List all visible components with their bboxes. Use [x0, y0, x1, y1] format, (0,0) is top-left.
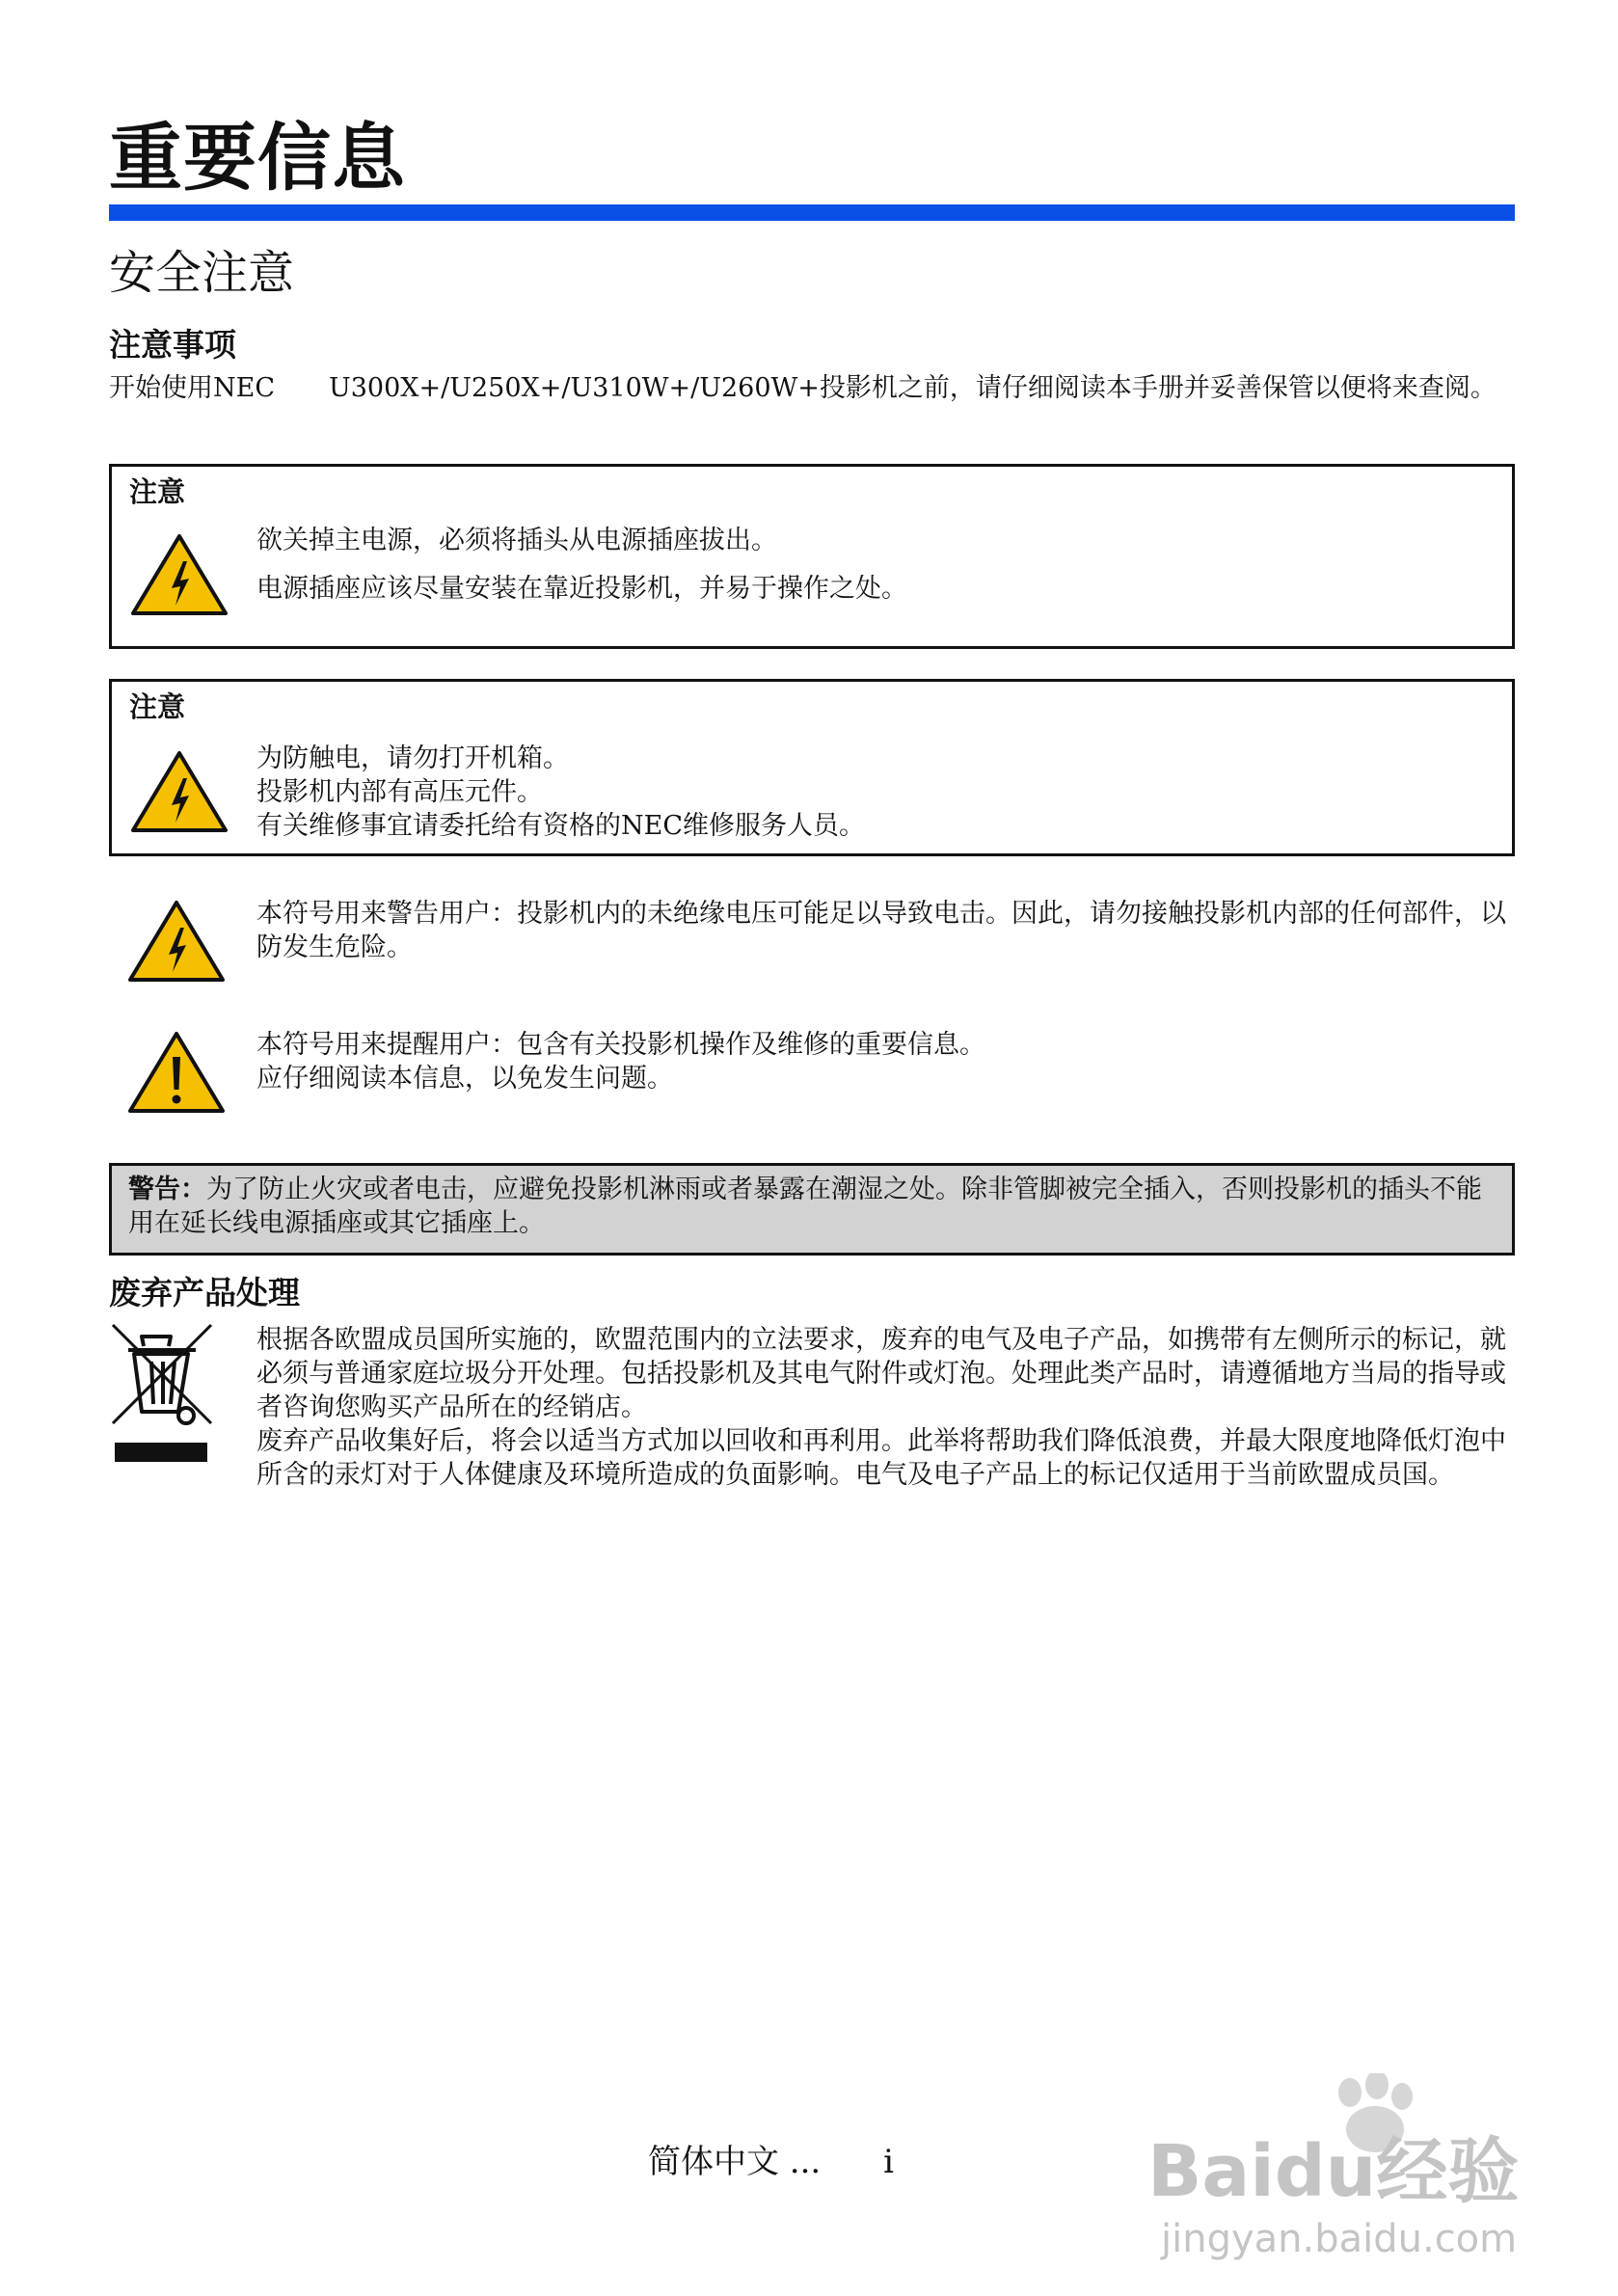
intro-paragraph [109, 371, 1515, 405]
watermark-logo: Baidu经验 [1147, 2130, 1520, 2213]
crossed-out-bin-icon [111, 1323, 215, 1468]
watermark-url: jingyan.baidu.com [1161, 2217, 1518, 2261]
section-heading-safety: 安全注意 [109, 246, 295, 300]
symbol-info-line-1: 本符号用来提醒用户：包含有关投影机操作及维修的重要信息。 [256, 1030, 985, 1060]
high-voltage-icon [129, 532, 229, 617]
caution-1-line-2: 电源插座应该尽量安装在靠近投影机，并易于操作之处。 [256, 574, 907, 604]
footer-page-number: i [883, 2143, 894, 2181]
symbol-voltage-text: 本符号用来警告用户：投影机内的未绝缘电压可能足以导致电击。因此，请勿接触投影机内部的任何部件，以防发生危险。 [256, 899, 1506, 962]
warning-text [128, 1173, 1497, 1240]
page-title: 重要信息 [109, 115, 406, 201]
caution-label: 注意 [129, 475, 186, 508]
notes-heading: 注意事项 [109, 326, 236, 364]
symbol-info-line-2: 应仔细阅读本信息，以免发生问题。 [256, 1064, 673, 1094]
title-rule [109, 204, 1515, 221]
caution-2-line-1: 为防触电，请勿打开机箱。 [256, 743, 569, 773]
watermark [1147, 2073, 1552, 2266]
disposal-paragraph-2: 废弃产品收集好后，将会以适当方式加以回收和再利用。此举将帮助我们降低浪费，并最大限度地降低灯泡中所含的汞灯对于人体健康及环境所造成的负面影响。电气及电子产品上的标记仅适用于当前欧盟成员国。 [256, 1426, 1506, 1490]
intro-part-1: 开始使用NEC [109, 373, 275, 403]
warning-body: 为了防止火灾或者电击，应避免投影机淋雨或者暴露在潮湿之处。除非管脚被完全插入，否则投影机的插头不能用在延长线电源插座或其它插座上。 [128, 1175, 1482, 1238]
exclamation-icon [126, 1030, 227, 1115]
caution-label: 注意 [129, 690, 186, 723]
caution-box-2 [109, 679, 1515, 856]
high-voltage-icon [129, 749, 229, 834]
disposal-paragraph-1: 根据各欧盟成员国所实施的，欧盟范围内的立法要求，废弃的电气及电子产品，如携带有左侧所示的标记，就必须与普通家庭垃圾分开处理。包括投影机及其电气附件或灯泡。处理此类产品时，请遵循地方当局的指导或者咨询您购买产品所在的经销店。 [256, 1325, 1506, 1422]
caution-box-1 [109, 464, 1515, 649]
disposal-heading: 废弃产品处理 [109, 1274, 300, 1311]
warning-label: 警告： [128, 1175, 206, 1204]
warning-box [109, 1163, 1515, 1256]
high-voltage-icon [126, 899, 227, 984]
intro-part-2: U300X+/U250X+/U310W+/U260W+投影机之前，请仔细阅读本手册并妥善保管以便将来查阅。 [329, 373, 1497, 403]
caution-2-line-2: 投影机内部有高压元件。 [256, 777, 543, 807]
page-footer [648, 2141, 894, 2183]
caution-2-line-3: 有关维修事宜请委托给有资格的NEC维修服务人员。 [256, 811, 865, 841]
caution-1-line-1: 欲关掉主电源，必须将插头从电源插座拔出。 [256, 526, 777, 555]
footer-language: 简体中文 ... [648, 2143, 822, 2181]
